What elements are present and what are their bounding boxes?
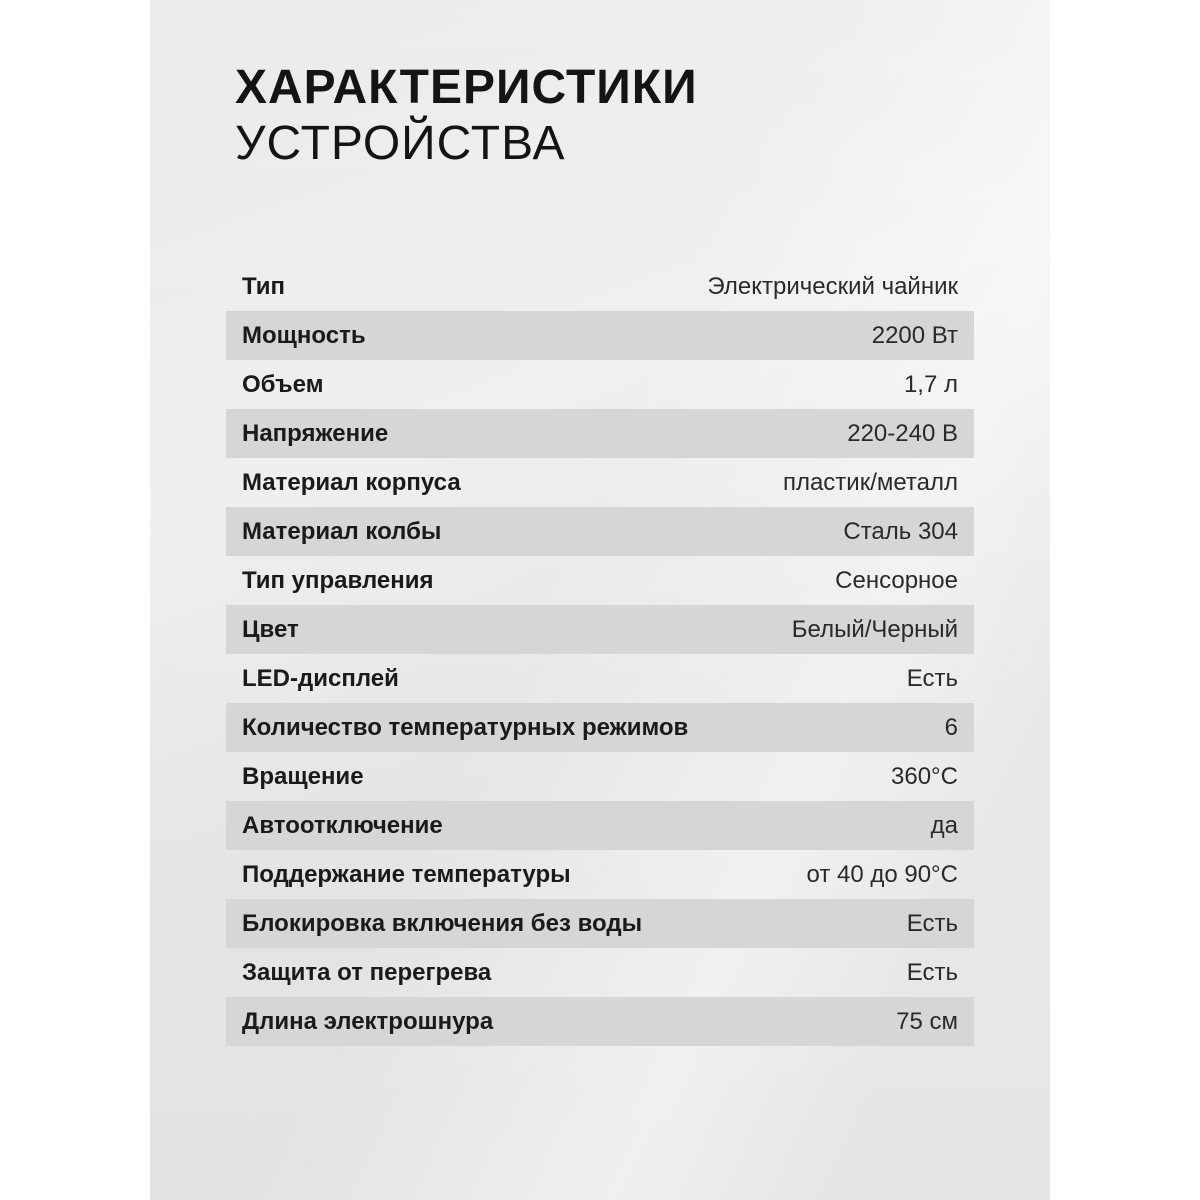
spec-row (226, 605, 974, 654)
spec-label: Защита от перегрева (242, 958, 492, 986)
spec-row (226, 458, 974, 507)
page-title (235, 60, 698, 172)
spec-value: Электрический чайник (707, 272, 958, 300)
spec-label: Тип управления (242, 566, 434, 594)
spec-label: Количество температурных режимов (242, 713, 689, 741)
spec-label: Блокировка включения без воды (242, 909, 643, 937)
spec-row (226, 997, 974, 1046)
spec-label: Мощность (242, 321, 366, 349)
spec-value: 6 (944, 713, 958, 741)
spec-row (226, 507, 974, 556)
spec-value: Сталь 304 (843, 517, 958, 545)
spec-value: Есть (906, 909, 958, 937)
spec-label: Материал корпуса (242, 468, 461, 496)
spec-value: 2200 Вт (871, 321, 958, 349)
spec-row (226, 752, 974, 801)
spec-row (226, 311, 974, 360)
spec-value: Сенсорное (835, 566, 958, 594)
spec-label: Напряжение (242, 419, 389, 447)
spec-value: Есть (906, 958, 958, 986)
spec-row (226, 899, 974, 948)
spec-row (226, 703, 974, 752)
spec-row (226, 850, 974, 899)
spec-row (226, 262, 974, 311)
spec-label: Цвет (242, 615, 299, 643)
spec-label: LED-дисплей (242, 664, 399, 692)
spec-row (226, 801, 974, 850)
spec-value: пластик/металл (782, 468, 958, 496)
spec-value: да (930, 811, 958, 839)
spec-sheet (150, 0, 1050, 1200)
spec-label: Поддержание температуры (242, 860, 571, 888)
spec-value: 220-240 В (847, 419, 958, 447)
spec-value: 1,7 л (903, 370, 958, 398)
spec-value: 360°С (891, 762, 958, 790)
spec-label: Тип (242, 272, 285, 300)
spec-value: от 40 до 90°С (806, 860, 958, 888)
spec-value: Белый/Черный (791, 615, 958, 643)
spec-label: Вращение (242, 762, 364, 790)
title-line-2: УСТРОЙСТВА (235, 117, 566, 170)
spec-table (226, 262, 974, 1046)
title-line-1: ХАРАКТЕРИСТИКИ (235, 61, 698, 114)
spec-row (226, 409, 974, 458)
spec-row (226, 360, 974, 409)
spec-label: Материал колбы (242, 517, 442, 545)
spec-row (226, 654, 974, 703)
spec-value: Есть (906, 664, 958, 692)
spec-row (226, 556, 974, 605)
spec-label: Объем (242, 370, 324, 398)
spec-label: Автоотключение (242, 811, 443, 839)
spec-value: 75 см (896, 1007, 958, 1035)
spec-label: Длина электрошнура (242, 1007, 494, 1035)
spec-row (226, 948, 974, 997)
